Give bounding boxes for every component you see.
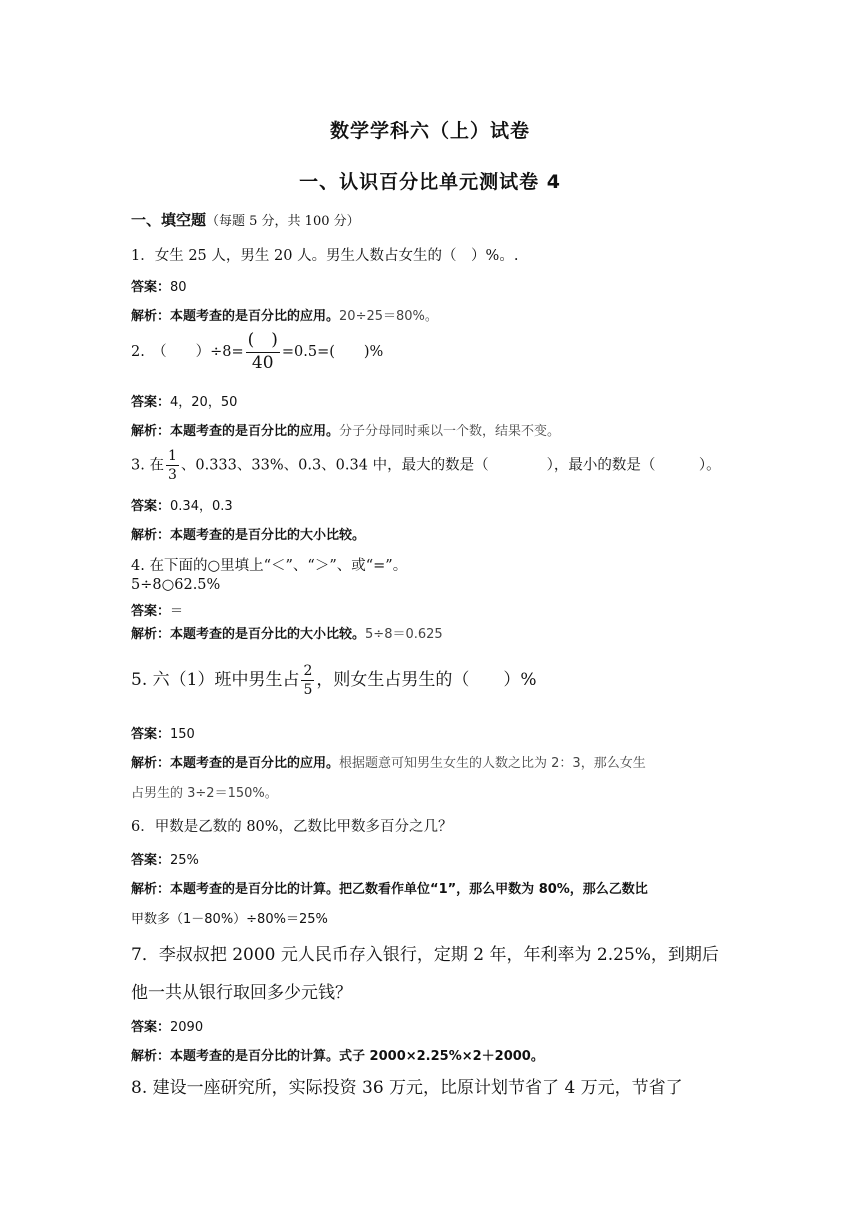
explain-topic: 本题考查的是百分比的计算。 bbox=[170, 1049, 340, 1064]
explanation-2 bbox=[131, 420, 560, 439]
question-2-pre: 2. （ ）÷8= bbox=[131, 344, 244, 360]
explain-topic: 本题考查的是百分比的应用。 bbox=[170, 756, 340, 771]
explain-label: 解析： bbox=[131, 424, 171, 439]
explain-label: 解析： bbox=[131, 627, 171, 642]
answer-5 bbox=[131, 723, 195, 742]
question-1: 1．女生 25 人，男生 20 人。男生人数占女生的（ ）%。. bbox=[131, 248, 519, 264]
fraction-denominator: 40 bbox=[251, 353, 274, 373]
section-heading bbox=[131, 209, 360, 230]
explain-text: 把乙数看作单位“1”，那么甲数为 80%，那么乙数比 bbox=[339, 882, 648, 897]
question-3-post: 、0.333、33%、0.3、0.34 中，最大的数是（ ），最小的数是（ ）。 bbox=[180, 457, 721, 474]
answer-6 bbox=[131, 849, 199, 868]
question-5-fraction bbox=[301, 664, 314, 697]
explain-label: 解析： bbox=[131, 309, 171, 324]
section-note: （每题 5 分，共 100 分） bbox=[206, 214, 360, 229]
question-8: 8. 建设一座研究所，实际投资 36 万元，比原计划节省了 4 万元，节省了 bbox=[131, 1078, 683, 1098]
explain-text: 分子分母同时乘以一个数，结果不变。 bbox=[339, 424, 561, 439]
fraction-numerator: 2 bbox=[303, 663, 313, 679]
answer-value: 0.34，0.3 bbox=[170, 499, 233, 514]
explanation-5 bbox=[131, 752, 646, 771]
answer-value: 4，20，50 bbox=[170, 395, 238, 410]
answer-3 bbox=[131, 495, 233, 514]
question-5 bbox=[131, 664, 537, 697]
answer-value: 25% bbox=[170, 853, 199, 868]
explain-topic: 本题考查的是百分比的应用。 bbox=[170, 309, 340, 324]
explain-topic: 本题考查的是百分比的应用。 bbox=[170, 424, 340, 439]
question-3-fraction bbox=[166, 449, 179, 482]
explain-topic: 本题考查的是百分比的计算。 bbox=[170, 882, 340, 897]
fraction-numerator: 1 bbox=[167, 448, 177, 464]
question-4-expression: 5÷8○62.5% bbox=[131, 577, 221, 593]
question-5-pre: 5. 六（1）班中男生占 bbox=[131, 670, 300, 690]
explanation-6 bbox=[131, 878, 648, 897]
answer-label: 答案： bbox=[131, 604, 171, 619]
answer-value: 150 bbox=[170, 727, 195, 742]
page-subtitle: 一、认识百分比单元测试卷 4 bbox=[299, 171, 561, 193]
explain-text: 5÷8＝0.625 bbox=[365, 627, 443, 642]
explanation-6-continued: 甲数多（1－80%）÷80%＝25% bbox=[131, 912, 328, 927]
explanation-4 bbox=[131, 623, 443, 642]
page-title: 数学学科六（上）试卷 bbox=[329, 120, 530, 142]
explain-label: 解析： bbox=[131, 1049, 171, 1064]
answer-value: ＝ bbox=[170, 604, 184, 619]
answer-7 bbox=[131, 1016, 203, 1035]
question-2 bbox=[131, 332, 383, 372]
explanation-1 bbox=[131, 305, 438, 324]
answer-value: 80 bbox=[170, 280, 187, 295]
answer-label: 答案： bbox=[131, 727, 171, 742]
answer-label: 答案： bbox=[131, 1020, 171, 1035]
answer-label: 答案： bbox=[131, 280, 171, 295]
explain-label: 解析： bbox=[131, 528, 171, 543]
question-3-pre: 3. 在 bbox=[131, 457, 164, 474]
answer-4 bbox=[131, 600, 183, 619]
explanation-7 bbox=[131, 1045, 544, 1064]
question-2-post: =0.5=( )% bbox=[281, 344, 384, 360]
fraction-numerator: ( ) bbox=[246, 332, 280, 353]
explanation-5-continued: 占男生的 3÷2＝150%。 bbox=[131, 786, 278, 801]
answer-label: 答案： bbox=[131, 395, 171, 410]
question-7-continued: 他一共从银行取回多少元钱？ bbox=[131, 983, 352, 1003]
question-4: 4. 在下面的○里填上“＜”、“＞”、或“=”。 bbox=[131, 558, 408, 574]
explain-label: 解析： bbox=[131, 882, 171, 897]
question-2-fraction bbox=[246, 332, 280, 372]
explain-text: 根据题意可知男生女生的人数之比为 2：3，那么女生 bbox=[339, 756, 646, 771]
explain-topic: 本题考查的是百分比的大小比较。 bbox=[170, 528, 366, 543]
question-6: 6．甲数是乙数的 80%，乙数比甲数多百分之几？ bbox=[131, 819, 453, 835]
answer-label: 答案： bbox=[131, 499, 171, 514]
explain-topic: 本题考查的是百分比的大小比较。 bbox=[170, 627, 366, 642]
answer-2 bbox=[131, 391, 237, 410]
question-7: 7．李叔叔把 2000 元人民币存入银行，定期 2 年，年利率为 2.25%，到期后 bbox=[131, 945, 719, 965]
explanation-3 bbox=[131, 524, 365, 543]
answer-1 bbox=[131, 276, 187, 295]
question-3 bbox=[131, 449, 721, 482]
question-5-post: ，则女生占男生的（ ）% bbox=[316, 670, 537, 690]
answer-value: 2090 bbox=[170, 1020, 204, 1035]
section-label: 一、填空题 bbox=[131, 211, 207, 229]
answer-label: 答案： bbox=[131, 853, 171, 868]
explain-label: 解析： bbox=[131, 756, 171, 771]
fraction-denominator: 3 bbox=[167, 467, 177, 483]
explain-text: 20÷25＝80%。 bbox=[339, 309, 438, 324]
explain-text: 式子 2000×2.25%×2＋2000。 bbox=[339, 1049, 544, 1064]
fraction-denominator: 5 bbox=[303, 682, 313, 698]
